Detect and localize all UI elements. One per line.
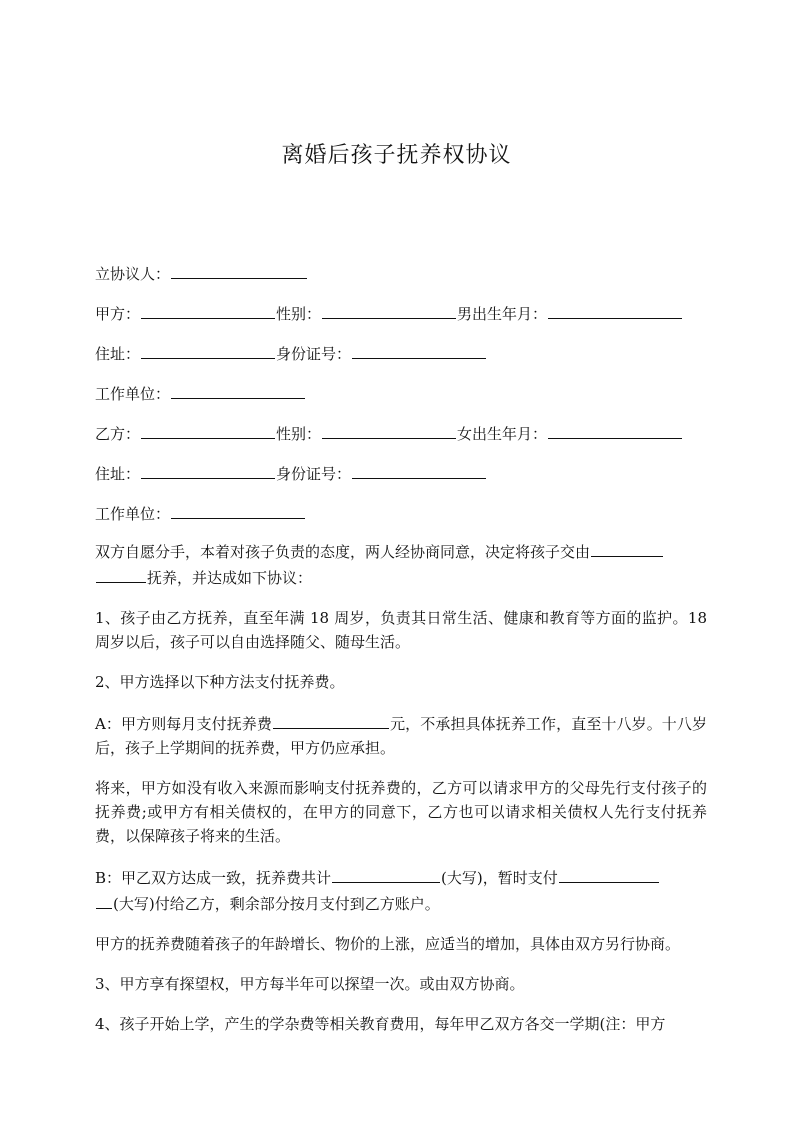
total-fee-blank [332, 864, 440, 883]
party-b-id-label: 身份证号： [276, 465, 352, 483]
party-a-address-blank [141, 340, 275, 359]
option-a-paragraph [95, 710, 707, 760]
option-b-text-2: (大写)，暂时支付 [441, 869, 558, 887]
intro-text-2: 抚养，并达成如下协议： [147, 569, 313, 587]
advance-fee-blank-1 [559, 864, 659, 883]
party-b-gender-label: 性别： [276, 425, 322, 443]
party-b-line [95, 420, 707, 460]
party-b-label: 乙方： [95, 425, 141, 443]
monthly-fee-blank [273, 710, 389, 729]
option-b-text-3: (大写)付给乙方，剩余部分按月支付到乙方账户。 [113, 895, 440, 913]
custodian-blank-1 [591, 538, 663, 557]
party-a-address-label: 住址： [95, 345, 141, 363]
option-a-text-1: A：甲方则每月支付抚养费 [95, 715, 272, 733]
agreement-party-line [95, 260, 707, 300]
agreement-party-blank [171, 260, 307, 279]
party-a-address-line [95, 340, 707, 380]
party-b-birth-label: 女出生年月： [457, 425, 548, 443]
party-a-birth-blank [548, 300, 682, 319]
option-a-text-2: 元，不承担具体抚养工作，直至十八岁。十八岁后，孩子上学期间的抚养费，甲方仍应承担。 [95, 715, 707, 757]
party-b-gender-blank [322, 420, 456, 439]
party-a-gender-label: 性别： [276, 305, 322, 323]
party-a-id-label: 身份证号： [276, 345, 352, 363]
party-a-label: 甲方： [95, 305, 141, 323]
option-b-text-1: B：甲乙双方达成一致，抚养费共计 [95, 869, 332, 887]
clause-1: 1、孩子由乙方抚养，直至年满 18 周岁，负责其日常生活、健康和教育等方面的监护。18 周岁以后，孩子可以自由选择随父、随母生活。 [95, 609, 707, 651]
party-a-line [95, 300, 707, 340]
agreement-party-label: 立协议人： [95, 265, 171, 283]
party-b-work-blank [171, 500, 305, 519]
option-b-paragraph [95, 864, 707, 916]
party-b-work-line [95, 500, 707, 538]
party-b-birth-blank [548, 420, 682, 439]
party-b-name-blank [141, 420, 275, 439]
party-b-work-label: 工作单位： [95, 505, 171, 523]
party-b-address-label: 住址： [95, 465, 141, 483]
clause-3: 3、甲方享有探望权，甲方每半年可以探望一次。或由双方协商。 [95, 975, 525, 993]
party-a-work-line [95, 380, 707, 420]
document-body [95, 260, 707, 1052]
party-a-name-blank [141, 300, 275, 319]
clause-4: 4、孩子开始上学，产生的学杂费等相关教育费用，每年甲乙双方各交一学期(注：甲方 [95, 1015, 666, 1033]
party-a-birth-label: 男出生年月： [457, 305, 548, 323]
intro-paragraph [95, 538, 707, 590]
party-b-address-blank [141, 460, 275, 479]
party-a-work-blank [171, 380, 305, 399]
document-title: 离婚后孩子抚养权协议 [281, 143, 512, 168]
party-a-work-label: 工作单位： [95, 385, 171, 403]
party-a-id-blank [352, 340, 486, 359]
party-b-id-blank [352, 460, 486, 479]
clause-2: 2、甲方选择以下种方法支付抚养费。 [95, 673, 345, 691]
party-b-address-line [95, 460, 707, 500]
party-a-gender-blank [322, 300, 456, 319]
advance-fee-blank-2 [96, 890, 112, 909]
custodian-blank-2 [96, 564, 146, 583]
increase-paragraph: 甲方的抚养费随着孩子的年龄增长、物价的上涨，应适当的增加，具体由双方另行协商。 [95, 935, 681, 953]
intro-text-1: 双方自愿分手，本着对孩子负责的态度，两人经协商同意，决定将孩子交由 [95, 543, 591, 561]
future-paragraph: 将来，甲方如没有收入来源而影响支付抚养费的，乙方可以请求甲方的父母先行支付孩子的抚养费;或甲方有相关债权的，在甲方的同意下，乙方也可以请求相关债权人先行支付抚养费，以保障孩子将来的生活。 [95, 779, 707, 845]
